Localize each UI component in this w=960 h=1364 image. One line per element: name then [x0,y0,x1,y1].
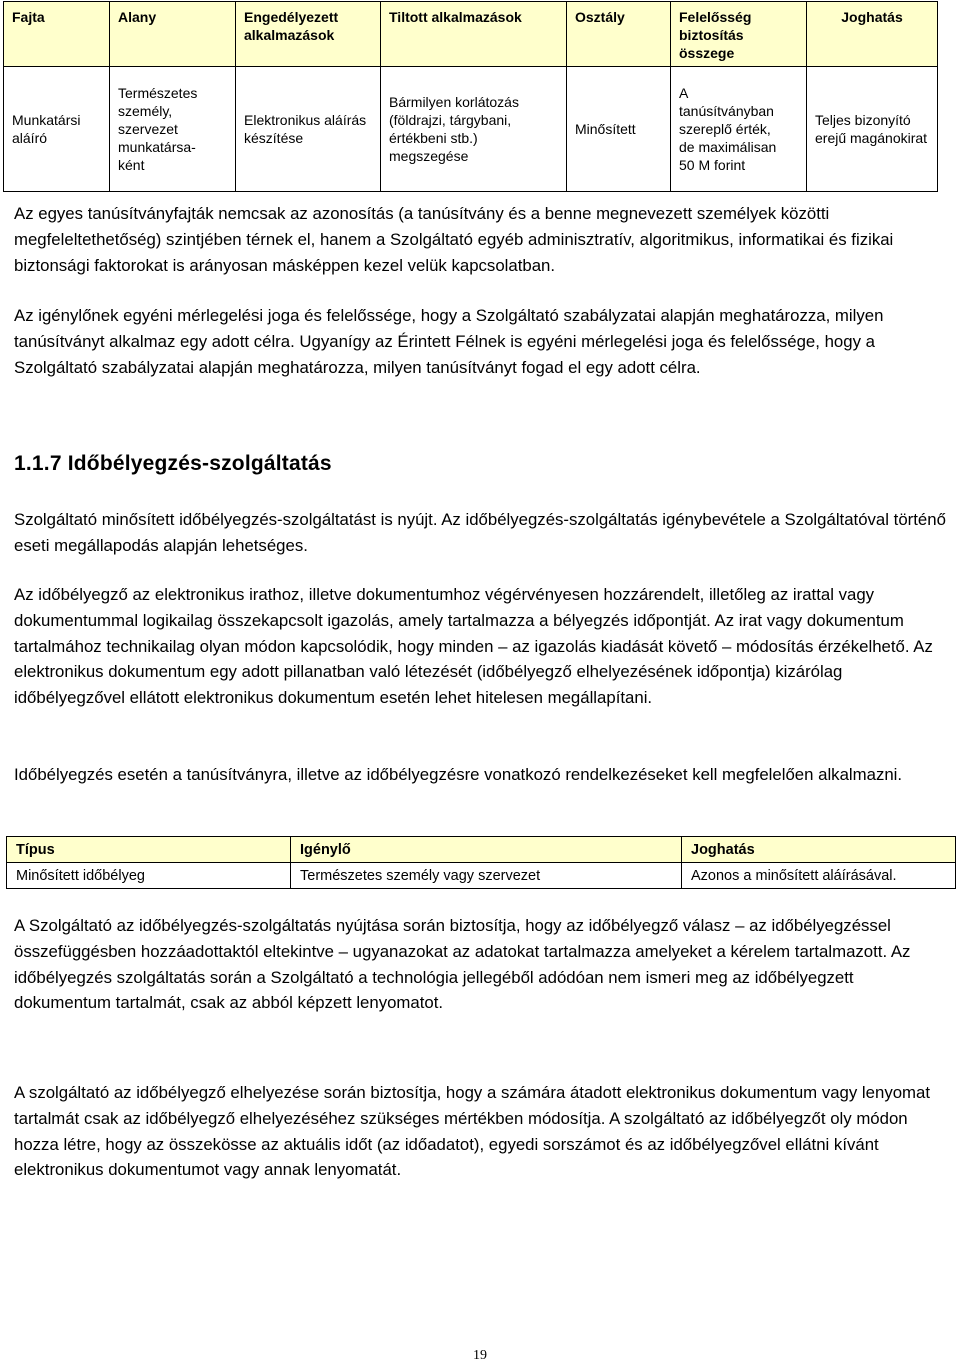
header-tiltott: Tiltott alkalmazások [381,2,567,67]
cell-engedelyezett: Elektronikus aláírás készítése [236,67,381,192]
header-felelosseg: Felelősség biztosítás összege [671,2,807,67]
cell-alany [110,67,236,192]
header-tipus: Típus [7,837,291,863]
cell-joghatas: Azonos a minősített aláírásával. [682,863,956,889]
header-joghatas: Joghatás [807,2,938,67]
header-alany: Alany [110,2,236,67]
cell-alany-line: ként [118,157,145,173]
cell-tiltott: Bármilyen korlátozás (földrajzi, tárgybani, értékbeni stb.) megszegése [381,67,567,192]
cell-felelosseg-line: A [679,85,689,101]
cell-alany-line: munkatársa- [118,139,196,155]
paragraph-timestamp-response: A Szolgáltató az időbélyegzés-szolgáltatás nyújtása során biztosítja, hogy az időbélyegző válasz – az időbélyegzéssel összefüggésben hozzáadottaktól eltekintve – ugyanazokat az adatokat tartalmazza amelyeket a kérelem tartalmazott. Az időbélyegzés szolgáltatás során a Szolgáltató a technológia jellegéből adódóan nem ismeri meg az időbélyegzett dokumentum tartalmát, csak az abból képzett lenyomatot. [14,916,911,1013]
cell-felelosseg [671,67,807,192]
cell-felelosseg-line: szereplő érték, [679,121,771,137]
cell-tipus: Minősített időbélyeg [7,863,291,889]
certificate-types-table [3,1,938,192]
header-engedelyezett: Engedélyezett alkalmazások [236,2,381,67]
paragraph-certificate-types: Az egyes tanúsítványfajták nemcsak az azonosítás (a tanúsítvány és a benne megnevezett személyek közötti megfeleltethetőség) szintjében térnek el, hanem a Szolgáltató egyéb adminisztratív, algoritmikus, informatikai és fizikai biztonsági faktorokat is arányosan másképpen kezel velük kapcsolatban. [14,204,894,275]
cell-felelosseg-line: de maximálisan [679,139,777,155]
paragraph-timestamp-placement: A szolgáltató az időbélyegző elhelyezése során biztosítja, hogy a számára átadott elektronikus dokumentum vagy lenyomat tartalmát csak az időbélyegző elhelyezéséhez szükséges mértékben módosítja. A szolgáltató az időbélyegzőt oly módon hozza létre, hogy az összekösse az aktuális időt (az időadatot), egyedi sorszámot és az időbélyegzővel ellátni kívánt elektronikus dokumentumot vagy annak lenyomatát. [14,1083,931,1180]
header-igenylo: Igénylő [291,837,682,863]
paragraph-applicant-responsibility: Az igénylőnek egyéni mérlegelési joga és felelőssége, hogy a Szolgáltató szabályzatai alapján meghatározza, milyen tanúsítványt alkalmaz egy adott célra. Ugyanígy az Érintett Félnek is egyéni mérlegelési joga és felelőssége, hogy a Szolgáltató szabályzatai alapján meghatározza, milyen tanúsítványt fogad el egy adott célra. [14,306,884,377]
page-number: 19 [473,1348,487,1363]
table-row [7,863,956,889]
cell-fajta: Munkatársi aláíró [4,67,110,192]
cell-osztaly: Minősített [567,67,671,192]
cell-joghatas: Teljes bizonyító erejű magánokirat [807,67,938,192]
table-header-row [7,837,956,863]
paragraph-timestamp-definition: Az időbélyegző az elektronikus irathoz, illetve dokumentumhoz végérvényesen hozzárendelt, illetőleg az irattal vagy dokumentummal logikailag összekapcsolt igazolás, amely tartalmazza a bélyegzés időpontját. Az irat vagy dokumentum tartalmához technikailag olyan módon kapcsolódik, hogy minden – az igazolás kiadását követő – módosítás érzékelhető. Az elektronikus dokumentum egy adott pillanatban való létezését (időbélyegző elhelyezésének időpontja) kizárólag időbélyegzővel ellátott elektronikus dokumentum esetén lehet hitelesen megállapítani. [14,585,933,708]
timestamp-table [6,836,956,889]
paragraph-timestamp-rules: Időbélyegzés esetén a tanúsítványra, illetve az időbélyegzésre vonatkozó rendelkezéseket kell megfelelően alkalmazni. [14,765,903,784]
header-joghatas: Joghatás [682,837,956,863]
cell-alany-line: Természetes [118,85,198,101]
cell-felelosseg-line: tanúsítványban [679,103,774,119]
paragraph-timestamp-service: Szolgáltató minősített időbélyegzés-szolgáltatást is nyújt. Az időbélyegzés-szolgáltatás igénybevétele a Szolgáltatóval történő eseti megállapodás alapján lehetséges. [14,510,946,555]
section-heading: 1.1.7 Időbélyegzés-szolgáltatás [14,452,332,475]
cell-alany-line: személy, [118,103,173,119]
cell-igenylo: Természetes személy vagy szervezet [291,863,682,889]
cell-felelosseg-line: 50 M forint [679,157,746,173]
table-header-row [4,2,938,67]
header-osztaly: Osztály [567,2,671,67]
header-fajta: Fajta [4,2,110,67]
table-row [4,67,938,192]
cell-alany-line: szervezet [118,121,178,137]
